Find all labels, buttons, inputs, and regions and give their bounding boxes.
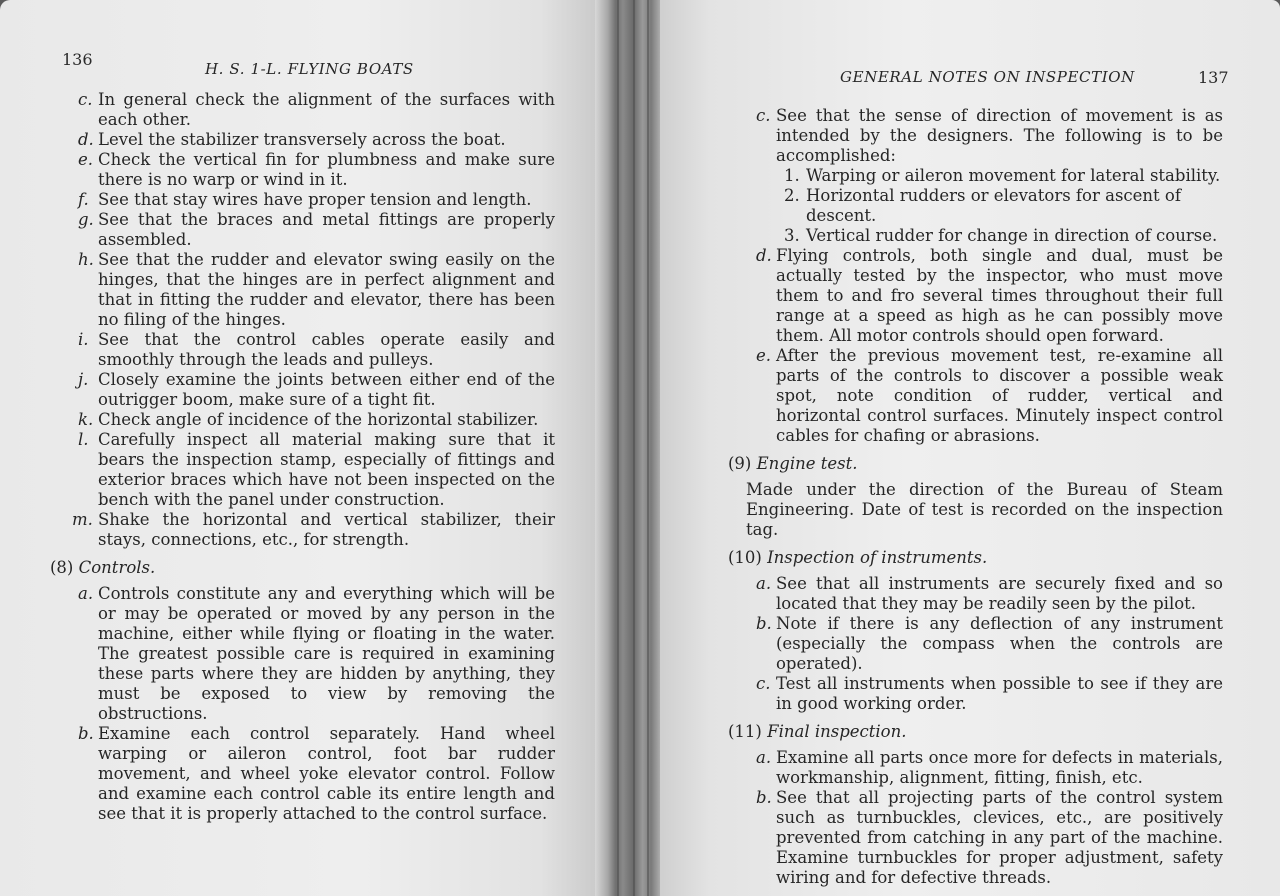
section-heading: (8) Controls. bbox=[50, 558, 156, 577]
numbered-item: 3. Vertical rudder for change in direction of course. bbox=[784, 226, 1218, 245]
list-item: k. Check angle of incidence of the horizontal stabilizer. bbox=[78, 410, 539, 429]
list-item: a. See that all instruments are securely fixed and so located that they may be readily seen by the pilot. bbox=[756, 574, 1223, 613]
list-item: e. After the previous movement test, re-examine all parts of the controls to discover a possible weak spot, note condition of rudder, vertical and horizontal control surfaces. Minutely inspect control cables for chafing or abrasions. bbox=[756, 346, 1223, 445]
list-item: b. Note if there is any deflection of any instrument (especially the compass when the controls are operated). bbox=[756, 614, 1223, 673]
left-text-column bbox=[50, 90, 555, 824]
list-item: g. See that the braces and metal fittings are properly assembled. bbox=[78, 210, 555, 249]
numbered-item: 2. Horizontal rudders or elevators for ascent of descent. bbox=[784, 186, 1181, 225]
section-heading: (9) Engine test. bbox=[728, 454, 858, 473]
list-item: d. Level the stabilizer transversely across the boat. bbox=[78, 130, 506, 149]
page-number: 137 bbox=[1198, 68, 1229, 87]
running-head: H. S. 1-L. FLYING BOATS bbox=[205, 60, 414, 78]
numbered-item: 1. Warping or aileron movement for lateral stability. bbox=[784, 166, 1221, 185]
list-item: c. In general check the alignment of the surfaces with each other. bbox=[78, 90, 555, 129]
list-item: f. See that stay wires have proper tension and length. bbox=[78, 190, 532, 209]
list-item: h. See that the rudder and elevator swing easily on the hinges, that the hinges are in perfect alignment and that in fitting the rudder and elevator, there has been no filing of the hinges. bbox=[78, 250, 555, 329]
section-paragraph: Made under the direction of the Bureau of Steam Engineering. Date of test is recorded on the inspection tag. bbox=[746, 480, 1223, 539]
list-item: b. See that all projecting parts of the control system such as turnbuckles, clevices, etc., are positively prevented from catching in any part of the machine. Examine turnbuckles for proper adjustment, safety wiring and for defective threads. bbox=[756, 788, 1223, 887]
list-item: b. Examine each control separately. Hand wheel warping or aileron control, foot bar rudder movement, and wheel yoke elevator control. Follow and examine each control cable its entire length and see that it is properly attached to the control surface. bbox=[78, 724, 555, 823]
list-item: c. Test all instruments when possible to see if they are in good working order. bbox=[756, 674, 1223, 713]
list-item: i. See that the control cables operate easily and smoothly through the leads and pulleys. bbox=[78, 330, 555, 369]
list-item: m. Shake the horizontal and vertical stabilizer, their stays, connections, etc., for strength. bbox=[72, 510, 555, 549]
list-item: e. Check the vertical fin for plumbness and make sure there is no warp or wind in it. bbox=[78, 150, 555, 189]
running-head: GENERAL NOTES ON INSPECTION bbox=[840, 68, 1135, 86]
section-heading: (11) Final inspection. bbox=[728, 722, 907, 741]
list-item: l. Carefully inspect all material making sure that it bears the inspection stamp, especially of fittings and exterior braces which have not been inspected on the bench with the panel under construction. bbox=[78, 430, 555, 509]
section-heading: (10) Inspection of instruments. bbox=[728, 548, 988, 567]
right-text-column bbox=[728, 106, 1223, 888]
book-spine bbox=[595, 0, 665, 896]
page-number: 136 bbox=[62, 50, 93, 69]
list-item: d. Flying controls, both single and dual, must be actually tested by the inspector, who must move them to and fro several times throughout their full range at a speed as high as he can possibly move them. All motor controls should open forward. bbox=[756, 246, 1223, 345]
list-item: a. Examine all parts once more for defects in materials, workmanship, alignment, fitting, finish, etc. bbox=[756, 748, 1223, 787]
list-item: j. Closely examine the joints between either end of the outrigger boom, make sure of a tight fit. bbox=[78, 370, 555, 409]
left-page bbox=[0, 0, 600, 896]
list-item: a. Controls constitute any and everything which will be or may be operated or moved by any person in the machine, either while flying or floating in the water. The greatest possible care is required in examining these parts where they are hidden by anything, they must be exposed to view by removing the obstructions. bbox=[78, 584, 555, 723]
list-item: c. See that the sense of direction of movement is as intended by the designers. The following is to be accomplished: bbox=[756, 106, 1223, 165]
